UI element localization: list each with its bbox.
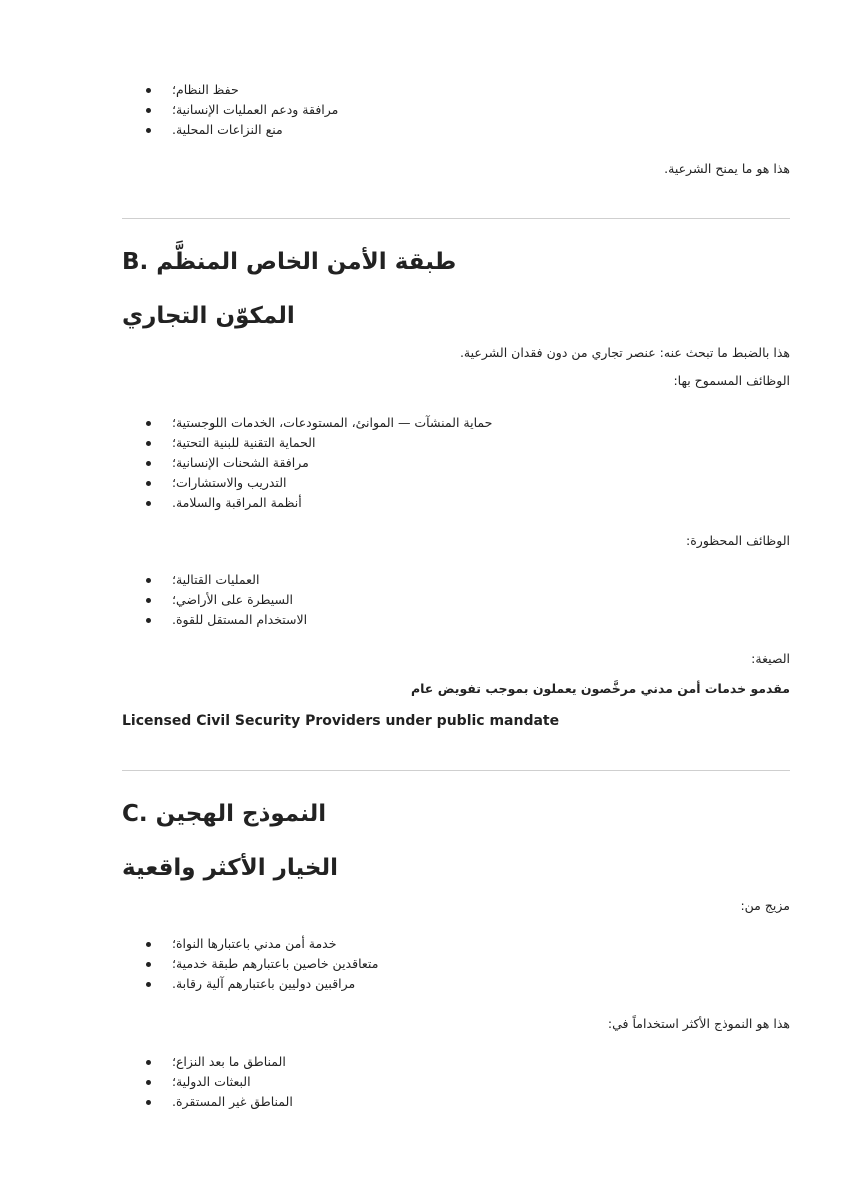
mix-label: مزيج من: <box>740 898 790 913</box>
section-c-title: C. النموذج الهجين <box>122 801 327 827</box>
list-item: متعاقدين خاصين باعتبارهم طبقة خدمية؛ <box>146 954 566 974</box>
bullet-icon <box>146 421 151 426</box>
usage-label: هذا هو النموذج الأكثر استخداماً في: <box>607 1016 790 1031</box>
list-item: الحماية التقنية للبنية التحتية؛ <box>146 433 566 453</box>
list-item: حماية المنشآت — الموانئ، المستودعات، الخدمات اللوجستية؛ <box>146 413 566 433</box>
list-item: المناطق غير المستقرة. <box>146 1092 566 1112</box>
section-a-closing: هذا هو ما يمنح الشرعية. <box>664 161 790 176</box>
bullet-icon <box>146 618 151 623</box>
bullet-icon <box>146 481 151 486</box>
list-item: مرافقة ودعم العمليات الإنسانية؛ <box>146 100 566 120</box>
formula-label: الصيغة: <box>751 651 790 666</box>
forbidden-functions-list <box>146 570 566 630</box>
list-item: مرافقة الشحنات الإنسانية؛ <box>146 453 566 473</box>
bullet-icon <box>146 461 151 466</box>
bullet-icon <box>146 501 151 506</box>
bullet-icon <box>146 1080 151 1085</box>
list-item: أنظمة المراقبة والسلامة. <box>146 493 566 513</box>
section-b-subtitle: المكوّن التجاري <box>122 303 295 329</box>
section-c-subtitle: الخيار الأكثر واقعية <box>122 855 339 881</box>
bullet-icon <box>146 578 151 583</box>
bullet-icon <box>146 942 151 947</box>
list-item: خدمة أمن مدني باعتبارها النواة؛ <box>146 934 566 954</box>
bullet-icon <box>146 108 151 113</box>
list-item: المناطق ما بعد النزاع؛ <box>146 1052 566 1072</box>
bullet-icon <box>146 128 151 133</box>
bullet-icon <box>146 982 151 987</box>
list-item: الاستخدام المستقل للقوة. <box>146 610 566 630</box>
bullet-icon <box>146 441 151 446</box>
list-item: البعثات الدولية؛ <box>146 1072 566 1092</box>
section-a-bullet-list <box>146 80 566 140</box>
section-b-intro: هذا بالضبط ما تبحث عنه: عنصر تجاري من دون فقدان الشرعية. <box>459 345 790 360</box>
list-item: العمليات القتالية؛ <box>146 570 566 590</box>
divider <box>122 218 790 219</box>
list-item: حفظ النظام؛ <box>146 80 566 100</box>
usage-list <box>146 1052 566 1112</box>
allowed-functions-label: الوظائف المسموح بها: <box>673 373 790 388</box>
list-item: منع النزاعات المحلية. <box>146 120 566 140</box>
bullet-icon <box>146 598 151 603</box>
bullet-icon <box>146 88 151 93</box>
forbidden-functions-label: الوظائف المحظورة: <box>686 533 790 548</box>
list-item: التدريب والاستشارات؛ <box>146 473 566 493</box>
list-item: السيطرة على الأراضي؛ <box>146 590 566 610</box>
bullet-icon <box>146 1100 151 1105</box>
list-item: مراقبين دوليين باعتبارهم آلية رقابة. <box>146 974 566 994</box>
formula-english: Licensed Civil Security Providers under public mandate <box>122 713 560 729</box>
bullet-icon <box>146 962 151 967</box>
allowed-functions-list <box>146 413 566 513</box>
divider <box>122 770 790 771</box>
section-b-title: B. طبقة الأمن الخاص المنظَّم <box>122 249 457 275</box>
bullet-icon <box>146 1060 151 1065</box>
mix-list <box>146 934 566 994</box>
formula-arabic: مقدمو خدمات أمن مدني مرخَّصون يعملون بموجب تفويض عام <box>410 681 790 696</box>
